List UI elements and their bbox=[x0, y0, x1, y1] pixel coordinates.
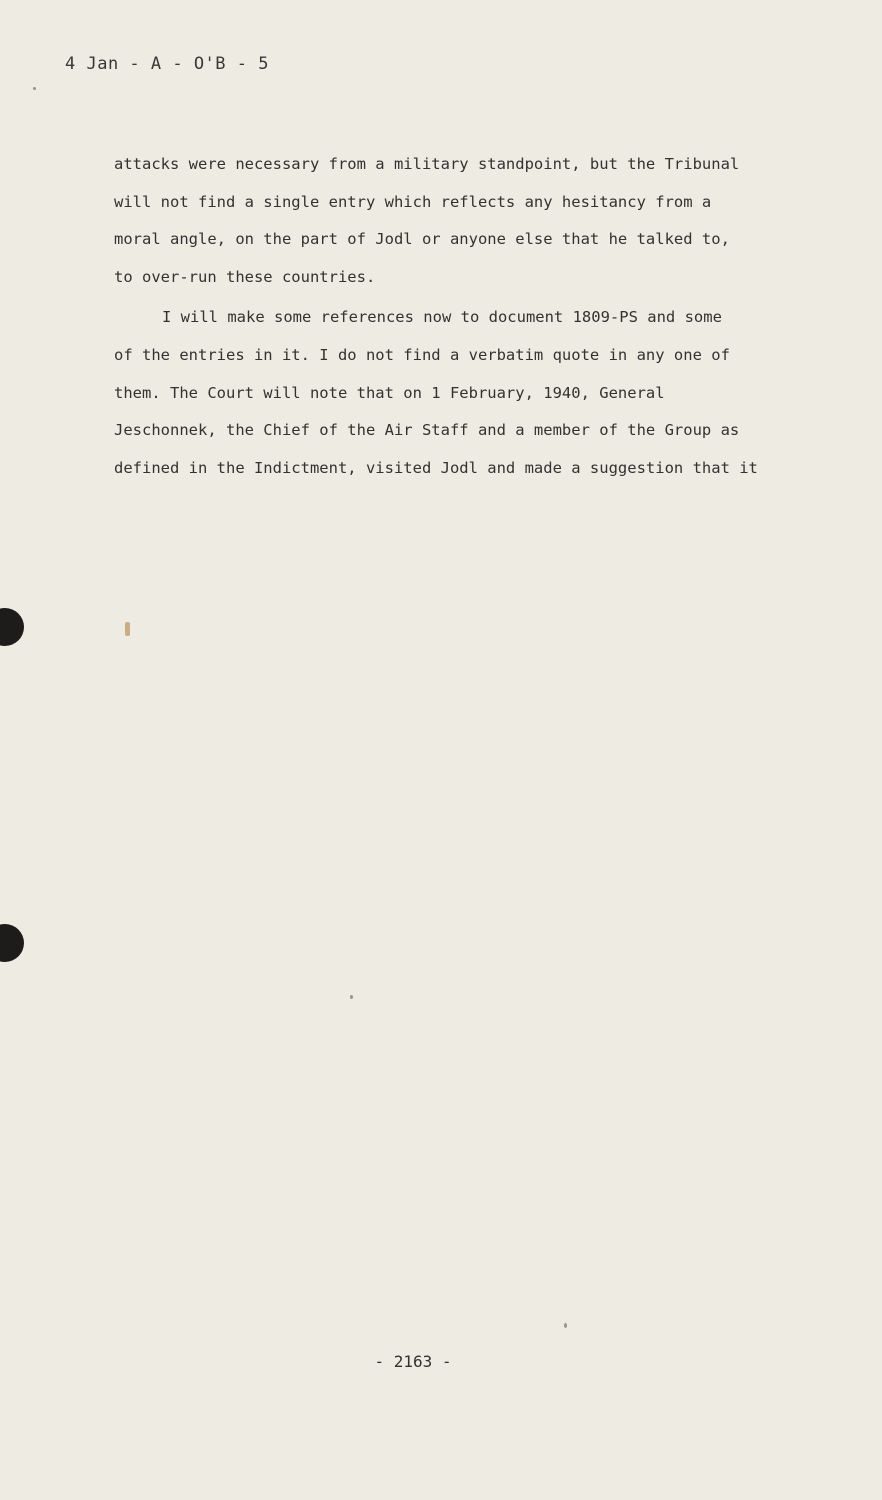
text-line: of the entries in it. I do not find a verbatim quote in any one of bbox=[114, 345, 730, 364]
text-line: moral angle, on the part of Jodl or anyone else that he talked to, bbox=[114, 230, 730, 249]
text-line: attacks were necessary from a military standpoint, but the Tribunal bbox=[114, 155, 740, 173]
page-number: - 2163 - bbox=[374, 1352, 452, 1371]
text-line: Jeschonnek, the Chief of the Air Staff and a member of the Group as bbox=[114, 421, 740, 440]
text-line: will not find a single entry which reflects any hesitancy from a bbox=[114, 192, 712, 211]
text-line: to over-run these countries. bbox=[114, 267, 376, 286]
text-line: them. The Court will note that on 1 February, 1940, General bbox=[114, 383, 665, 402]
punch-hole-top bbox=[0, 608, 24, 646]
body-text bbox=[114, 150, 814, 491]
punch-hole-bottom bbox=[0, 924, 24, 962]
paper-speck bbox=[33, 87, 36, 90]
text-line: I will make some references now to document 1809-PS and some bbox=[162, 308, 722, 327]
text-line: defined in the Indictment, visited Jodl and made a suggestion that it bbox=[114, 458, 758, 477]
paper-speck bbox=[350, 995, 353, 999]
paper-speck bbox=[564, 1323, 567, 1328]
paper-stain bbox=[125, 622, 130, 636]
page-header: 4 Jan - A - O'B - 5 bbox=[65, 54, 269, 74]
